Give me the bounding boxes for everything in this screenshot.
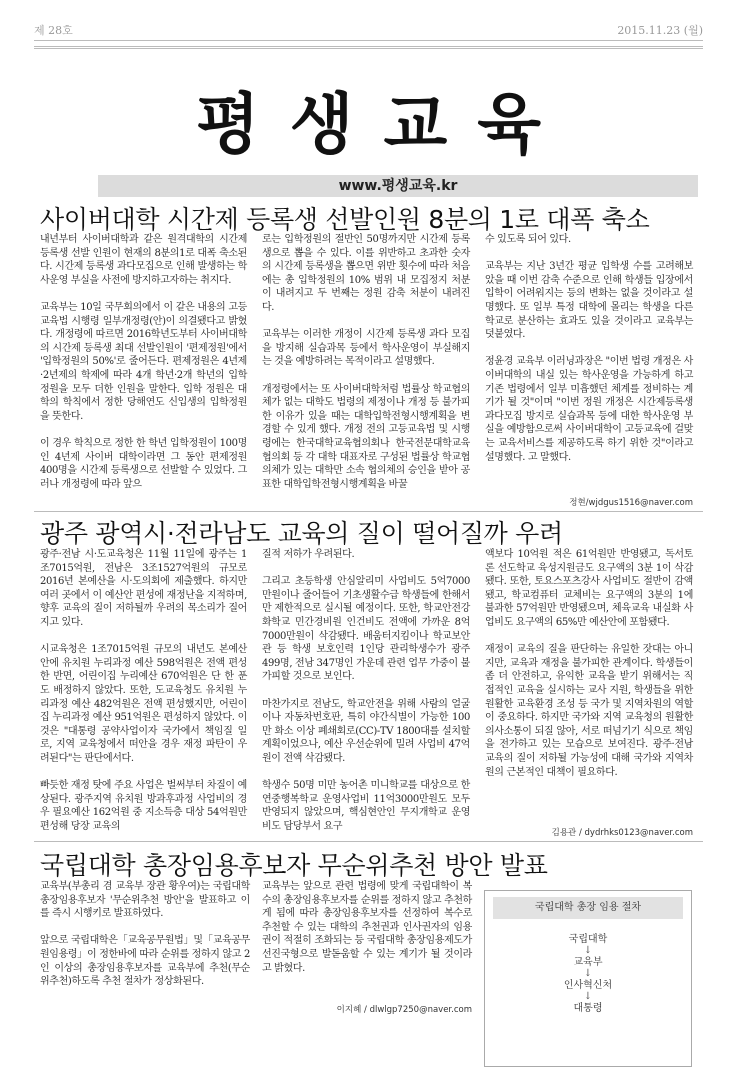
paragraph: 개정령에서는 또 사이버대학처럼 법률상 학교협의체가 없는 대학도 법령의 제정이나 개정 등 불가피한 이유가 있을 때는 대학입학전형시행계획을 변경할 수 있게 했다. 개정 전의 고등교육법 및 시행령에는 한국대학교육협의회나 한국전문대학교육협의회 등 각 대학 대표자로 구성된 법률상 학교협의체가 있는 대학만 소속 협의체의 승인을 받아 공표한 대학입학전형시행계획을 바꿀 xyxy=(262,383,470,490)
procedure-step: 국립대학 xyxy=(568,934,608,945)
procedure-box xyxy=(484,890,692,1067)
procedure-step: 대통령 xyxy=(573,1003,603,1014)
paragraph: 앞으로 국립대학은「교육공무원법」및「교육공무원임용령」이 정한바에 따라 순위를 정하지 않고 2인 이상의 총장임용후보자를 교육부에 추천(무순위추천)하도록 추천 절차가 정상화된다. xyxy=(40,935,250,988)
article-2-col2 xyxy=(262,548,470,833)
article-3-headline: 국립대학 총장임용후보자 무순위추천 방안 발표 xyxy=(40,851,548,880)
procedure-step: 교육부 xyxy=(573,957,603,968)
article-1-col2 xyxy=(262,233,470,491)
procedure-steps xyxy=(485,933,691,1015)
issue-number: 제 28호 xyxy=(34,24,73,37)
paragraph: 이 경우 학칙으로 정한 한 학년 입학정원이 100명인 4년제 사이버 대학이라면 그 동안 편제정원 400명을 시간제 등록생으로 선발할 수 있었다. 그러나 개정령에 따라 앞으 xyxy=(40,437,247,490)
down-arrow-icon: ↓ xyxy=(583,991,593,1002)
paragraph: 수 있도록 되어 있다. xyxy=(485,234,571,245)
article-3-byline: 이지혜 / dlwlgp7250@naver.com xyxy=(336,1005,472,1015)
paragraph: 교육부는 이러한 개정이 시간제 등록생 과다 모집을 방지해 실습과목 등에서 학사운영이 부실해지는 것을 예방하려는 목적이라고 설명했다. xyxy=(262,329,470,368)
paragraph: 액보다 10억원 적은 61억원만 반영됐고, 독서토론 선도학교 육성지원금도 요구액의 3분 1이 삭감됐다. 또한, 토요스포츠강사 사업비도 절반이 감액됐고, 학교컴퓨터 교체비는 요구액의 3분의 1에 불과한 57억원만 반영됐으며, 체육교육 내실화 사업비도 요구액의 65%만 예산안에 포함됐다. xyxy=(485,549,693,628)
section-divider xyxy=(34,841,703,842)
article-3-col2 xyxy=(262,880,472,975)
paragraph: 광주·전남 시·도교육청은 11월 11일에 광주는 1조7015억원, 전남은 3조1527억원의 규모로 2016년 본예산을 시·도의회에 제출했다. 하지만 여러 곳에서 이 예산안 편성에 재정난을 지적하며, 향후 교육의 질이 저하될까 우려의 목소리가 질어지고 있다. xyxy=(40,549,247,628)
paragraph: 빠듯한 재정 탓에 주요 사업은 벌써부터 차질이 예상된다. 광주지역 유치원 방과후과정 사업비의 경우 필요예산 162억원 중 지소득층 대상 54억원만 편성해 당장 교육의 xyxy=(40,780,247,832)
header-rule xyxy=(34,40,703,41)
article-2-col3 xyxy=(485,548,693,779)
paragraph: 정윤경 교육부 이러닝과장은 "이번 법령 개정은 사이버대학의 내실 있는 학사운영을 가능하게 하고 기존 법령에서 일부 미흡했던 체계를 정비하는 계기가 될 것"이며 "이번 정원 개정은 시간제등록생 과다모집 방지로 실습과목 등에 대한 학사운영 부실을 예방함으로써 사이버대학이 고등교육에 걸맞는 교육서비스를 제공하도록 하기 위한 것"이라고 설명했다. 고 말했다. xyxy=(485,356,693,463)
article-1-col3 xyxy=(485,233,693,464)
down-arrow-icon: ↓ xyxy=(583,945,593,956)
procedure-box-title: 국립대학 총장 임용 절차 xyxy=(493,897,683,919)
paragraph: 그리고 초등학생 안심알리미 사업비도 5억7000만원이나 줄어들어 기초생활수급 학생들에 한해서만 제한적으로 실시될 예정이다. 또한, 학교안전강화학교 민간경비원 인건비도 전액에 가까운 8억7000만원이 삭감됐다. 배움터지킴이나 학교보안관 등 학생 보호인력 1인당 관리학생수가 광주 499명, 전남 347명인 가운데 관련 업무 가중이 불가피할 것으로 보인다. xyxy=(262,576,470,683)
masthead-title: 평생교육 xyxy=(195,86,572,163)
procedure-step: 인사혁신처 xyxy=(563,980,613,991)
paragraph: 학생수 50명 미만 농어촌 미니학교를 대상으로 한 연중행복학교 운영사업비 11억3000만원도 모두 반영되지 않았으며, 핵심현안인 무지개학교 운영비도 담당부서 요구 xyxy=(262,780,470,832)
paragraph: 교육부는 앞으로 관련 법령에 맞게 국립대학이 복수의 총장임용후보자를 순위를 정하지 않고 추천하게 됨에 따라 총장임용후보자를 선정하여 복수로 추천할 수 있는 대학의 추천권과 인사권자의 임용권이 적절히 조화되는 등 국립대학 총장임용제도가 선진국형으로 발돋움할 수 있는 계기가 될 것이라고 밝혔다. xyxy=(262,881,472,974)
article-2-headline: 광주 광역시·전라남도 교육의 질이 떨어질까 우려 xyxy=(40,519,563,548)
paragraph: 시교육청은 1조7015억원 규모의 내년도 본예산안에 유치원 누리과정 예산 598억원은 전액 편성한 반면, 어린이집 누리예산 670억원은 단 한 푼도 배정하지 않았다. 또한, 도교육청도 유치원 누리과정 예산 482억원은 전액 편성했지만, 어린이집 누리과정 예산 951억원은 편성하지 않았다. 이것은 "대통령 공약사업이자 국가에서 책임질 일로, 지역 교육청에서 떠안을 경우 재정 파탄이 우려된다"는 판단에서다. xyxy=(40,644,247,764)
article-1-col1 xyxy=(40,233,247,491)
paragraph: 재정이 교육의 질을 판단하는 유일한 잣대는 아니지만, 교육과 재정을 불가피한 관계이다. 학생들이 좀 더 안전하고, 유익한 교육을 받기 위해서는 직접적인 교육을 실시하는 교사 지원, 학생들을 위한 원활한 교육환경 조성 등 국가 및 지역차원의 역할이 중요하다. 하지만 국가와 지역 교육청의 원활한 의사소통이 되질 않아, 서로 떠넘기기 식으로 책임을 전가하고 있는 모습으로 보여진다. 광주·전남 교육의 질이 저하될 가능성에 대해 국가와 지역차원의 근본적인 대책이 필요하다. xyxy=(485,644,693,778)
article-2-col1 xyxy=(40,548,247,833)
down-arrow-icon: ↓ xyxy=(583,968,593,979)
article-1-headline: 사이버대학 시간제 등록생 선발인원 8분의 1로 대폭 축소 xyxy=(40,205,650,234)
paragraph: 내년부터 사이버대학과 같은 원격대학의 시간제 등록생 선발 인원이 현재의 8분의1로 대폭 축소된다. 시간제 등록생 과다모집으로 인해 발생하는 학사운영 부실을 사전에 방지하고자하는 취지다. xyxy=(40,234,247,286)
article-3-col1 xyxy=(40,880,250,989)
paragraph: 교육부는 10일 국무회의에서 이 같은 내용의 고등교육법 시행령 일부개정령(안)이 의결됐다고 밝혔다. 개정령에 따르면 2016학년도부터 사이버대학의 시간제 등록생 최대 선발인원이 '편제정원'에서 '입학정원의 50%'로 줄어든다. 편제정원은 4년제·2년제의 학제에 따라 4개 학년·2개 학년의 입학정원을 모두 더한 인원을 말한다. 입학 정원은 대학의 학칙에서 정한 당해연도 신입생의 입학정원을 뜻한다. xyxy=(40,301,247,422)
header-double-rule xyxy=(34,46,703,49)
article-2-byline: 김용관 / dydrhks0123@naver.com xyxy=(551,828,693,838)
paragraph: 교육부(부총리 겸 교육부 장관 황우여)는 국립대학 총장임용후보자 '무순위추천 방안'을 발표하고 이를 즉시 시행키로 발표하였다. xyxy=(40,881,250,920)
section-divider xyxy=(34,511,703,512)
paragraph: 교육부는 지난 3년간 평균 입학생 수를 고려해보았을 때 이번 감축 수준으로 인해 학생들 입장에서 입학이 어려워지는 등의 변화는 없을 것이라고 설명했다. 또 일부 특정 대학에 몰리는 학생을 다른 학교로 분산하는 효과도 있을 것이라고 교육부는 덧붙였다. xyxy=(485,261,693,341)
website-url-bar[interactable]: www.평생교육.kr xyxy=(98,175,698,197)
paragraph: 질적 저하가 우려된다. xyxy=(262,549,355,560)
paragraph: 마찬가지로 전남도, 학교안전을 위해 사람의 얼굴이나 자동차번호판, 특히 야간식별이 가능한 100만 화소 이상 폐쇄회로(CC)-TV 1800대를 설치할 계획이었으나, 예산 우선순위에 밀려 사업비 47억원이 전액 삭감됐다. xyxy=(262,698,470,764)
article-1-byline: 정현/wjdgus1516@naver.com xyxy=(569,498,693,508)
paragraph: 로는 입학정원의 절반인 50명까지만 시간제 등록생으로 뽑을 수 있다. 이를 위반하고 초과한 숫자의 시간제 등록생을 뽑으면 위반 횟수에 따라 처음에는 총 입학정원의 10% 범위 내 모집정지 처분이 내려지고 두 번째는 정원 감축 처분이 내려진다. xyxy=(262,234,470,313)
issue-date: 2015.11.23 (월) xyxy=(617,24,703,37)
page-header xyxy=(34,22,703,36)
